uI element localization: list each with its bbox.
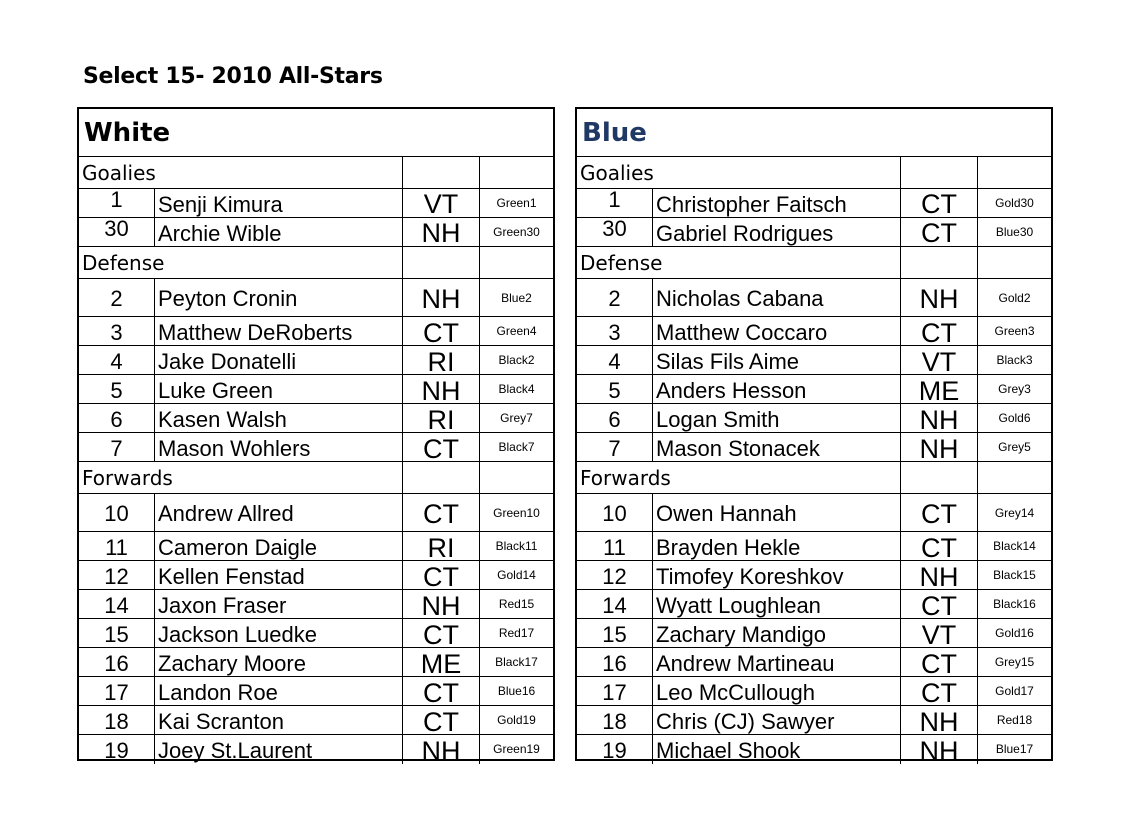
- player-name: Mason Wohlers: [155, 433, 403, 461]
- player-number: 1: [577, 189, 653, 217]
- player-jersey: Green10: [493, 506, 540, 520]
- player-row: [79, 218, 553, 247]
- player-jersey: Green3: [994, 324, 1035, 338]
- player-jersey: Black7: [498, 440, 535, 454]
- empty-cell: [901, 462, 978, 493]
- section-header-row: [577, 462, 1051, 494]
- section-label: Goalies: [577, 157, 901, 188]
- player-row: [577, 706, 1051, 735]
- player-jersey: Grey14: [994, 506, 1035, 520]
- player-state: RI: [403, 346, 480, 374]
- player-row: [79, 189, 553, 218]
- player-state: CT: [901, 648, 978, 676]
- player-state: CT: [901, 532, 978, 560]
- player-row: [577, 648, 1051, 677]
- player-jersey: Red17: [498, 626, 535, 640]
- player-row: [577, 494, 1051, 532]
- player-number: 18: [577, 706, 653, 734]
- player-name: Matthew Coccaro: [653, 317, 901, 345]
- player-name: Jaxon Fraser: [155, 590, 403, 618]
- blue-team-roster: [575, 107, 1053, 764]
- player-jersey: Black4: [498, 382, 535, 396]
- player-jersey: Blue2: [501, 291, 532, 305]
- player-name: Senji Kimura: [155, 189, 403, 217]
- player-row: [577, 279, 1051, 317]
- section-label: Forwards: [577, 462, 901, 493]
- player-row: [79, 619, 553, 648]
- player-number: 19: [79, 735, 155, 764]
- player-row: [577, 218, 1051, 247]
- player-row: [79, 346, 553, 375]
- player-jersey: Black3: [996, 353, 1033, 367]
- empty-cell: [403, 247, 480, 278]
- player-state: NH: [901, 561, 978, 589]
- player-jersey: Blue16: [497, 684, 536, 698]
- player-jersey: Gold16: [995, 626, 1034, 640]
- player-name: Archie Wible: [155, 218, 403, 246]
- player-state: NH: [901, 735, 978, 764]
- player-state: NH: [901, 433, 978, 461]
- empty-cell: [901, 247, 978, 278]
- player-number: 19: [577, 735, 653, 764]
- page-title: Select 15- 2010 All-Stars: [83, 64, 383, 89]
- empty-cell: [480, 462, 553, 493]
- player-name: Silas Fils Aime: [653, 346, 901, 374]
- section-header-row: [79, 462, 553, 494]
- player-name: Kellen Fenstad: [155, 561, 403, 589]
- section-header-row: [577, 247, 1051, 279]
- player-state: CT: [403, 433, 480, 461]
- player-row: [79, 317, 553, 346]
- player-number: 10: [577, 494, 653, 531]
- player-state: NH: [403, 735, 480, 764]
- player-number: 4: [79, 346, 155, 374]
- player-name: Peyton Cronin: [155, 279, 403, 316]
- player-name: Kai Scranton: [155, 706, 403, 734]
- player-number: 17: [79, 677, 155, 705]
- player-state: NH: [403, 590, 480, 618]
- player-row: [577, 404, 1051, 433]
- player-jersey: Grey15: [994, 655, 1035, 669]
- player-jersey: Red18: [996, 713, 1033, 727]
- player-state: CT: [403, 619, 480, 647]
- player-row: [577, 346, 1051, 375]
- player-name: Nicholas Cabana: [653, 279, 901, 316]
- player-name: Brayden Hekle: [653, 532, 901, 560]
- player-jersey: Gold2: [998, 291, 1031, 305]
- player-row: [577, 677, 1051, 706]
- player-number: 3: [577, 317, 653, 345]
- player-row: [577, 375, 1051, 404]
- player-number: 7: [577, 433, 653, 461]
- player-state: NH: [901, 404, 978, 432]
- player-row: [577, 433, 1051, 462]
- player-name: Luke Green: [155, 375, 403, 403]
- player-row: [79, 532, 553, 561]
- player-name: Kasen Walsh: [155, 404, 403, 432]
- player-number: 11: [79, 532, 155, 560]
- player-jersey: Black11: [495, 539, 538, 553]
- player-name: Timofey Koreshkov: [653, 561, 901, 589]
- empty-cell: [403, 462, 480, 493]
- player-jersey: Grey5: [998, 440, 1031, 454]
- player-number: 16: [79, 648, 155, 676]
- player-row: [577, 317, 1051, 346]
- player-name: Jackson Luedke: [155, 619, 403, 647]
- player-jersey: Gold6: [998, 411, 1031, 425]
- section-label: Forwards: [79, 462, 403, 493]
- player-name: Anders Hesson: [653, 375, 901, 403]
- player-state: RI: [403, 532, 480, 560]
- empty-cell: [480, 157, 553, 188]
- player-name: Wyatt Loughlean: [653, 590, 901, 618]
- player-row: [577, 619, 1051, 648]
- player-row: [577, 532, 1051, 561]
- player-number: 15: [577, 619, 653, 647]
- player-name: Matthew DeRoberts: [155, 317, 403, 345]
- player-jersey: Black15: [993, 568, 1036, 582]
- player-name: Joey St.Laurent: [155, 735, 403, 764]
- player-state: CT: [403, 706, 480, 734]
- player-state: CT: [901, 494, 978, 531]
- player-number: 10: [79, 494, 155, 531]
- player-name: Gabriel Rodrigues: [653, 218, 901, 246]
- player-row: [79, 561, 553, 590]
- section-label: Defense: [79, 247, 403, 278]
- player-jersey: Gold19: [497, 713, 536, 727]
- player-row: [79, 433, 553, 462]
- player-state: NH: [901, 706, 978, 734]
- player-number: 5: [79, 375, 155, 403]
- player-name: Andrew Martineau: [653, 648, 901, 676]
- player-name: Andrew Allred: [155, 494, 403, 531]
- player-name: Landon Roe: [155, 677, 403, 705]
- player-number: 12: [577, 561, 653, 589]
- player-number: 11: [577, 532, 653, 560]
- player-row: [79, 590, 553, 619]
- player-number: 16: [577, 648, 653, 676]
- player-row: [79, 677, 553, 706]
- player-state: CT: [901, 590, 978, 618]
- player-state: VT: [901, 346, 978, 374]
- player-state: CT: [901, 189, 978, 217]
- player-state: CT: [403, 677, 480, 705]
- player-state: CT: [403, 561, 480, 589]
- section-header-row: [577, 157, 1051, 189]
- white-team-roster: [77, 107, 555, 764]
- player-number: 14: [79, 590, 155, 618]
- player-jersey: Grey7: [500, 411, 533, 425]
- empty-cell: [480, 247, 553, 278]
- player-name: Owen Hannah: [653, 494, 901, 531]
- empty-cell: [978, 462, 1051, 493]
- player-name: Leo McCullough: [653, 677, 901, 705]
- player-jersey: Gold14: [497, 568, 536, 582]
- player-number: 17: [577, 677, 653, 705]
- player-state: RI: [403, 404, 480, 432]
- empty-cell: [978, 247, 1051, 278]
- player-jersey: Black17: [495, 655, 538, 669]
- player-state: VT: [901, 619, 978, 647]
- player-number: 2: [79, 279, 155, 316]
- player-state: NH: [901, 279, 978, 316]
- section-label: Defense: [577, 247, 901, 278]
- section-header-row: [79, 157, 553, 189]
- player-state: NH: [403, 279, 480, 316]
- player-row: [79, 494, 553, 532]
- player-jersey: Red15: [498, 597, 535, 611]
- player-jersey: Blue17: [995, 742, 1034, 756]
- player-name: Mason Stonacek: [653, 433, 901, 461]
- player-number: 6: [577, 404, 653, 432]
- player-number: 4: [577, 346, 653, 374]
- player-number: 7: [79, 433, 155, 461]
- player-state: CT: [403, 494, 480, 531]
- empty-cell: [901, 157, 978, 188]
- player-state: NH: [403, 375, 480, 403]
- player-name: Christopher Faitsch: [653, 189, 901, 217]
- player-jersey: Black2: [498, 353, 535, 367]
- player-number: 12: [79, 561, 155, 589]
- player-number: 14: [577, 590, 653, 618]
- player-row: [79, 706, 553, 735]
- player-state: NH: [403, 218, 480, 246]
- player-name: Jake Donatelli: [155, 346, 403, 374]
- player-jersey: Green1: [496, 196, 537, 210]
- team-name-heading: White: [79, 109, 553, 157]
- player-number: 30: [79, 218, 155, 246]
- player-row: [577, 590, 1051, 619]
- player-number: 18: [79, 706, 155, 734]
- player-state: ME: [901, 375, 978, 403]
- player-name: Zachary Mandigo: [653, 619, 901, 647]
- team-name-heading: Blue: [577, 109, 1051, 157]
- player-jersey: Blue30: [995, 225, 1034, 239]
- player-jersey: Green4: [496, 324, 537, 338]
- player-number: 1: [79, 189, 155, 217]
- section-label: Goalies: [79, 157, 403, 188]
- empty-cell: [403, 157, 480, 188]
- player-number: 5: [577, 375, 653, 403]
- player-row: [577, 735, 1051, 764]
- player-jersey: Grey3: [998, 382, 1031, 396]
- player-jersey: Black14: [993, 539, 1036, 553]
- player-name: Logan Smith: [653, 404, 901, 432]
- player-name: Cameron Daigle: [155, 532, 403, 560]
- player-number: 15: [79, 619, 155, 647]
- player-state: ME: [403, 648, 480, 676]
- empty-cell: [978, 157, 1051, 188]
- player-number: 30: [577, 218, 653, 246]
- player-row: [79, 735, 553, 764]
- section-header-row: [79, 247, 553, 279]
- player-jersey: Green30: [493, 225, 540, 239]
- player-state: CT: [403, 317, 480, 345]
- player-row: [79, 404, 553, 433]
- player-row: [577, 189, 1051, 218]
- player-jersey: Black16: [993, 597, 1036, 611]
- player-number: 6: [79, 404, 155, 432]
- player-row: [79, 279, 553, 317]
- player-state: CT: [901, 317, 978, 345]
- player-number: 3: [79, 317, 155, 345]
- player-state: CT: [901, 218, 978, 246]
- player-row: [577, 561, 1051, 590]
- player-row: [79, 375, 553, 404]
- player-jersey: Gold30: [995, 196, 1034, 210]
- player-name: Zachary Moore: [155, 648, 403, 676]
- player-state: VT: [403, 189, 480, 217]
- player-name: Chris (CJ) Sawyer: [653, 706, 901, 734]
- player-number: 2: [577, 279, 653, 316]
- player-jersey: Gold17: [995, 684, 1034, 698]
- player-name: Michael Shook: [653, 735, 901, 764]
- player-jersey: Green19: [493, 742, 540, 756]
- player-row: [79, 648, 553, 677]
- player-state: CT: [901, 677, 978, 705]
